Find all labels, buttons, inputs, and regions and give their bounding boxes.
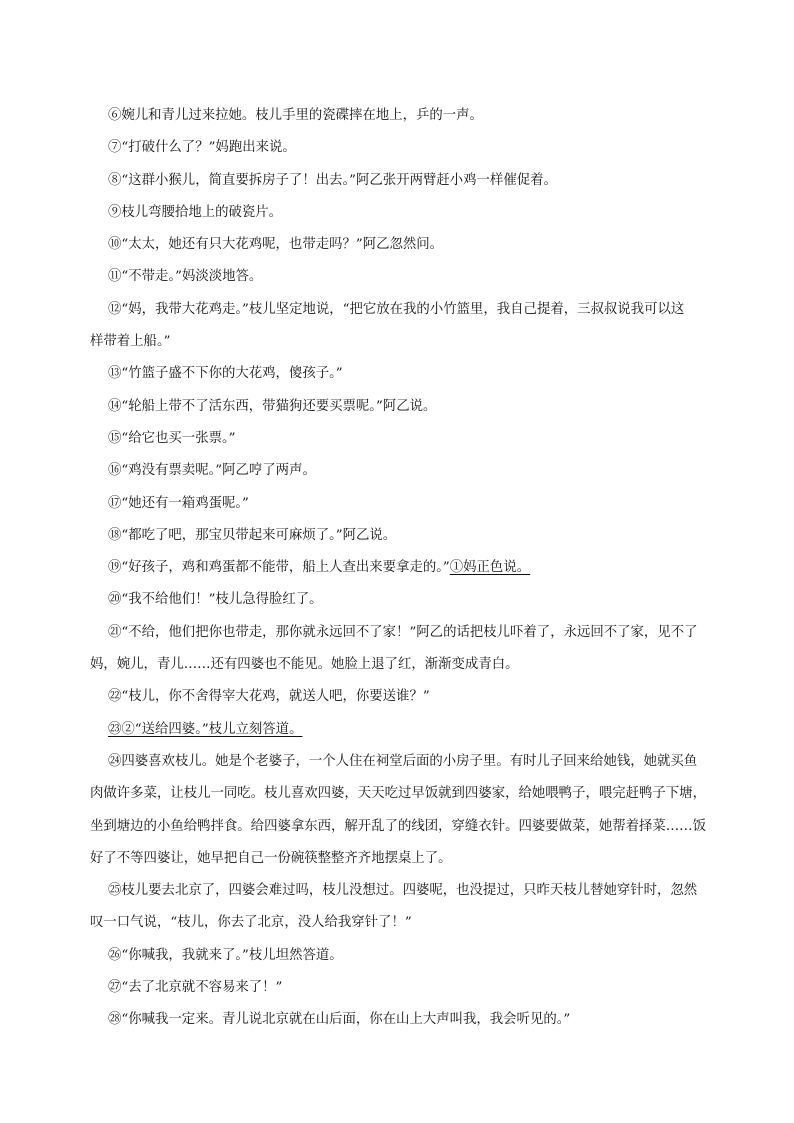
paragraph-18: ⑱“都吃了吧，那宝贝带起来可麻烦了。”阿乙说。 (108, 527, 397, 543)
paragraph-25-tail: 叹一口气说，“枝儿，你去了北京，没人给我穿针了！” (90, 915, 412, 931)
paragraph-24-line-3-text: 坐到塘边的小鱼给鸭拌食。给四婆拿东西，解开乱了的线团，穿缝衣针。四婆要做菜，她帮着择菜……饭 (90, 818, 706, 834)
paragraph-25: ㉕枝儿要去北京了，四婆会难过吗，枝儿没想过。四婆呢，也没提过，只昨天枝儿替她穿针时，忽然 (108, 883, 698, 899)
underlined-sentence-2: ㉓②“送给四婆。”枝儿立刻答道。 (108, 721, 303, 737)
paragraph-23 (108, 714, 724, 746)
paragraph-13: ⑬“竹篮子盛不下你的大花鸡，傻孩子。” (108, 366, 343, 382)
paragraph-12-continued (90, 326, 724, 358)
paragraph-28: ㉘“你喊我一定来。青儿说北京就在山后面，你在山上大声叫我，我会听见的。” (108, 1012, 571, 1028)
paragraph-7: ⑦“打破什么了？”妈跑出来说。 (108, 140, 296, 156)
paragraph-24: ㉔四婆喜欢枝儿。她是个老婆子，一个人住在祠堂后面的小房子里。有时儿子回来给她钱，她就买鱼 (108, 753, 698, 769)
paragraph-21-continued (90, 649, 724, 681)
paragraph-14: ⑭“轮船上带不了活东西，带猫狗还要买票呢。”阿乙说。 (108, 398, 437, 414)
paragraph-24-line-3 (90, 811, 724, 843)
paragraph-24-line-2 (90, 778, 724, 810)
paragraph-20: ⑳“我不给他们！”枝儿急得脸红了。 (108, 592, 323, 608)
paragraph-11: ⑪“不带走。”妈淡淡地答。 (108, 269, 263, 285)
paragraph-21-tail: 妈，婉儿，青儿……还有四婆也不能见。她脸上退了红，渐渐变成青白。 (90, 657, 519, 673)
paragraph-12: ⑫“妈，我带大花鸡走。”枝儿坚定地说，“把它放在我的小竹篮里，我自己提着，三叔叔说我可以这 (108, 301, 685, 317)
paragraph-8: ⑧“这群小猴儿，简直要拆房子了！出去。”阿乙张开两臂赶小鸡一样催促着。 (108, 172, 557, 188)
paragraph-25-continued (90, 907, 724, 939)
paragraph-12-tail: 样带着上船。” (90, 334, 171, 350)
paragraph-16: ⑯“鸡没有票卖呢。”阿乙哼了两声。 (108, 463, 316, 479)
paragraph-15: ⑮“给它也买一张票。” (108, 430, 236, 446)
paragraph-17: ⑰“她还有一箱鸡蛋呢。” (108, 495, 249, 511)
paragraph-19 (108, 552, 724, 584)
paragraph-21: ㉑“不给，他们把你也带走，那你就永远回不了家！”阿乙的话把枝儿吓着了，永远回不了家，见不了 (108, 624, 698, 640)
paragraph-27: ㉗“去了北京就不容易来了！” (108, 980, 283, 996)
paragraph-26: ㉖“你喊我，我就来了。”枝儿坦然答道。 (108, 947, 343, 963)
paragraph-24-line-4-text: 好了不等四婆让，她早把自己一份碗筷整整齐齐地摆桌上了。 (90, 850, 452, 866)
underlined-sentence-1: ①妈正色说。 (449, 560, 531, 576)
paragraph-24-line-2-text: 肉做许多菜，让枝儿一同吃。枝儿喜欢四婆，天天吃过早饭就到四婆家，给她喂鸭子，喂完赶鸭子下塘， (90, 786, 706, 802)
paragraph-9: ⑨枝儿弯腰拾地上的破瓷片。 (108, 204, 283, 220)
story-text (90, 100, 724, 1037)
paragraph-22: ㉒“枝儿，你不舍得宰大花鸡，就送人吧，你要送谁？” (108, 689, 430, 705)
paragraph-19-quote: ⑲“好孩子，鸡和鸡蛋都不能带，船上人查出来要拿走的。” (108, 560, 450, 576)
paragraph-24-line-4 (90, 843, 724, 875)
paragraph-10: ⑩“太太，她还有只大花鸡呢，也带走吗？”阿乙忽然问。 (108, 237, 444, 253)
paragraph-6: ⑥婉儿和青儿过来拉她。枝儿手里的瓷碟摔在地上，乒的一声。 (108, 108, 483, 123)
